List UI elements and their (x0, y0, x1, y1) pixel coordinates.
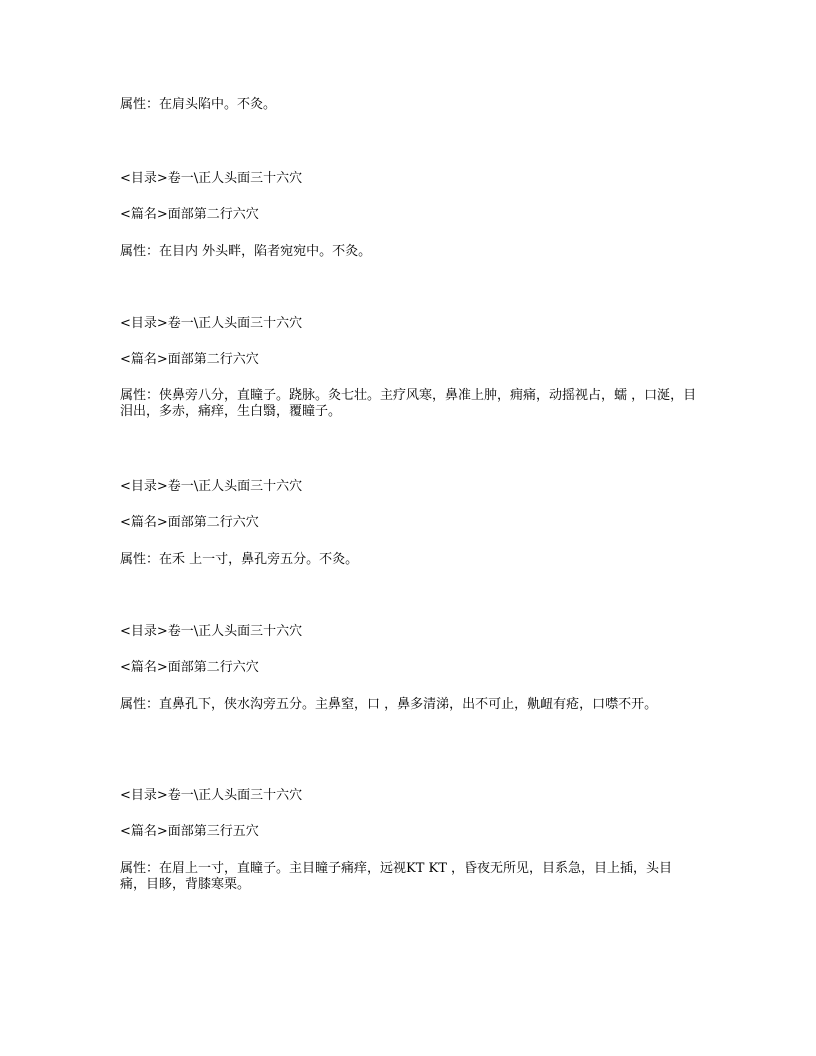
chapter-heading: <篇名>面部第三行五穴 (120, 824, 259, 839)
catalog-heading: <目录>卷一\正人头面三十六穴 (120, 788, 303, 803)
chapter-heading: <篇名>面部第二行六穴 (120, 207, 259, 222)
catalog-heading: <目录>卷一\正人头面三十六穴 (120, 316, 303, 331)
catalog-heading: <目录>卷一\正人头面三十六穴 (120, 171, 303, 186)
catalog-heading: <目录>卷一\正人头面三十六穴 (120, 479, 303, 494)
chapter-heading: <篇名>面部第二行六穴 (120, 352, 259, 367)
chapter-heading: <篇名>面部第二行六穴 (120, 515, 259, 530)
attribute-text: 属性：直鼻孔下，侠水沟旁五分。主鼻窒，口 ，鼻多清涕，出不可止，鼽衄有疮，口噤不开。 (120, 697, 658, 712)
attribute-text: 属性：在禾 上一寸，鼻孔旁五分。不灸。 (120, 552, 359, 567)
chapter-heading: <篇名>面部第二行六穴 (120, 660, 259, 675)
attribute-text: 属性：在眉上一寸，直瞳子。主目瞳子痛痒，远视KT KT ，昏夜无所见，目系急，目上插，头目 痛，目眵，背膝寒栗。 (120, 861, 673, 892)
attribute-text: 属性：在肩头陷中。不灸。 (120, 97, 277, 112)
attribute-text: 属性：在目内 外头畔，陷者宛宛中。不灸。 (120, 244, 372, 259)
catalog-heading: <目录>卷一\正人头面三十六穴 (120, 624, 303, 639)
attribute-text: 属性：侠鼻旁八分，直瞳子。跷脉。灸七壮。主疗风寒，鼻准上肿，痈痛，动摇视占，蠕 ，口涎，目泪出，多赤，痛痒，生白翳，覆瞳子。 (120, 388, 697, 419)
